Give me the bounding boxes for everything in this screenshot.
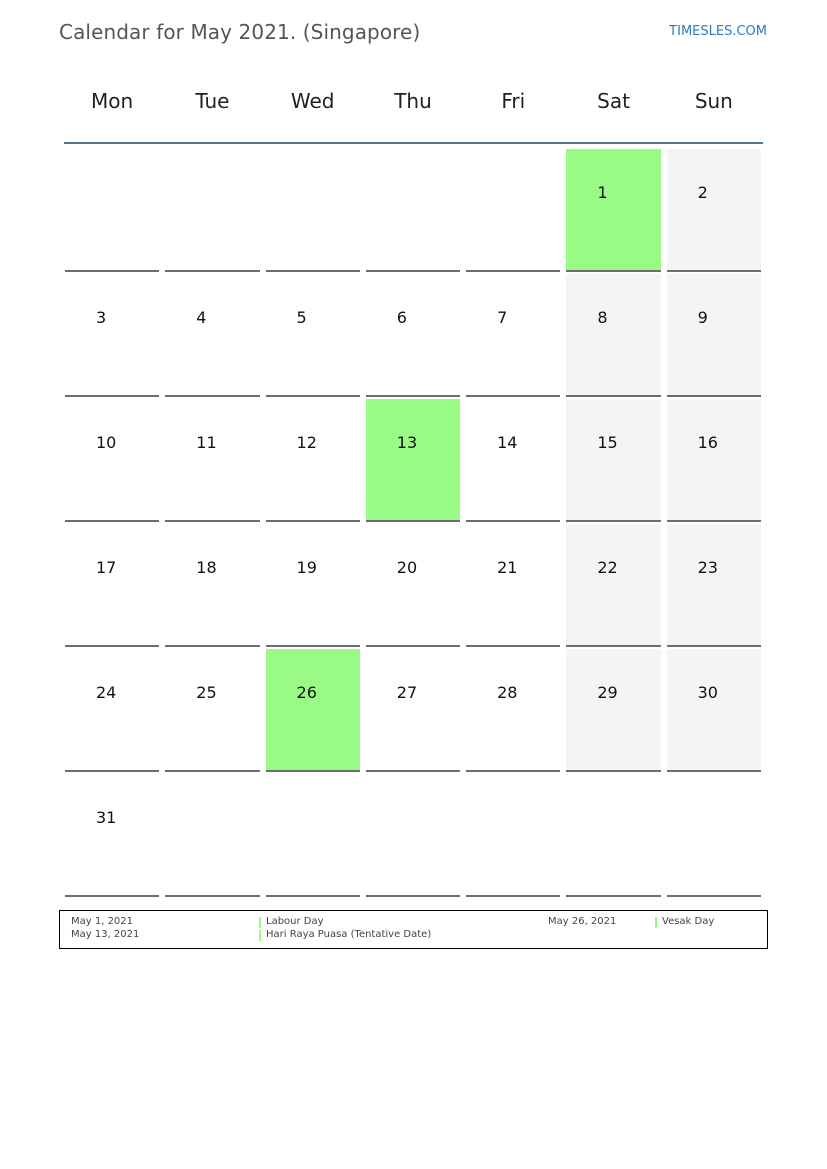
- legend-name-vesak: [655, 916, 714, 927]
- empty-day-cell: [463, 772, 563, 897]
- day-number: 31: [96, 808, 117, 827]
- day-cell-background: [65, 524, 159, 647]
- day-cell-background: [165, 774, 259, 897]
- day-cell-10[interactable]: [62, 397, 162, 522]
- day-cell-background: [266, 649, 360, 772]
- day-number: 13: [396, 433, 418, 452]
- day-cell-11[interactable]: [162, 397, 262, 522]
- day-cell-background: [566, 649, 660, 772]
- day-cell-background: [65, 649, 159, 772]
- day-cell-3[interactable]: [62, 272, 162, 397]
- calendar-grid: [62, 147, 764, 897]
- day-cell-26[interactable]: [263, 647, 363, 772]
- header-divider: [64, 142, 763, 144]
- weekday-thu: Thu: [394, 89, 432, 113]
- day-cell-background: [266, 774, 360, 897]
- day-cell-background: [266, 399, 360, 522]
- day-cell-7[interactable]: [463, 272, 563, 397]
- legend-date-hari-raya: May 13, 2021: [71, 929, 140, 940]
- day-cell-background: [366, 274, 460, 397]
- day-cell-17[interactable]: [62, 522, 162, 647]
- empty-day-cell: [263, 772, 363, 897]
- day-cell-13[interactable]: [363, 397, 463, 522]
- day-cell-background: [366, 774, 460, 897]
- legend-holiday-marker: [259, 917, 261, 928]
- day-cell-underline: [366, 895, 460, 897]
- day-number: 2: [697, 183, 708, 202]
- day-cell-underline: [266, 895, 360, 897]
- day-number: 17: [96, 558, 117, 577]
- empty-day-cell: [563, 772, 663, 897]
- day-number: 27: [396, 683, 418, 702]
- day-cell-background: [466, 774, 560, 897]
- day-cell-30[interactable]: [664, 647, 764, 772]
- weekday-header: [62, 80, 764, 142]
- day-cell-background: [165, 399, 259, 522]
- site-link[interactable]: TIMESLES.COM: [669, 24, 767, 39]
- day-cell-background: [566, 274, 660, 397]
- day-number: 3: [96, 308, 107, 327]
- day-cell-22[interactable]: [563, 522, 663, 647]
- day-number: 8: [597, 308, 608, 327]
- day-cell-21[interactable]: [463, 522, 563, 647]
- day-cell-background: [667, 274, 761, 397]
- day-number: 6: [396, 308, 407, 327]
- day-cell-23[interactable]: [664, 522, 764, 647]
- day-cell-5[interactable]: [263, 272, 363, 397]
- day-number: 30: [697, 683, 718, 702]
- day-cell-background: [566, 774, 660, 897]
- day-number: 19: [296, 558, 317, 577]
- weekday-tue: Tue: [195, 89, 230, 113]
- day-cell-1[interactable]: [563, 147, 663, 272]
- empty-day-cell: [162, 147, 262, 272]
- day-cell-background: [667, 524, 761, 647]
- day-cell-25[interactable]: [162, 647, 262, 772]
- day-number: 22: [597, 558, 618, 577]
- legend-label: Vesak Day: [662, 916, 715, 927]
- day-number: 1: [597, 183, 608, 202]
- day-cell-background: [466, 274, 560, 397]
- day-cell-background: [165, 524, 259, 647]
- day-number: 7: [497, 308, 508, 327]
- legend-name-hari-raya: [259, 929, 431, 940]
- day-cell-2[interactable]: [664, 147, 764, 272]
- day-cell-background: [266, 524, 360, 647]
- day-cell-underline: [165, 895, 259, 897]
- empty-day-cell: [363, 147, 463, 272]
- day-number: 10: [96, 433, 117, 452]
- day-cell-background: [566, 399, 660, 522]
- day-cell-15[interactable]: [563, 397, 663, 522]
- day-cell-28[interactable]: [463, 647, 563, 772]
- day-cell-27[interactable]: [363, 647, 463, 772]
- day-cell-20[interactable]: [363, 522, 463, 647]
- day-number: 14: [497, 433, 518, 452]
- legend-holiday-marker: [655, 917, 657, 928]
- day-number: 20: [396, 558, 418, 577]
- day-cell-background: [566, 524, 660, 647]
- empty-day-cell: [62, 147, 162, 272]
- day-number: 12: [296, 433, 317, 452]
- day-cell-31[interactable]: [62, 772, 162, 897]
- empty-day-cell: [664, 772, 764, 897]
- day-cell-9[interactable]: [664, 272, 764, 397]
- day-cell-background: [65, 149, 159, 272]
- day-cell-underline: [466, 895, 560, 897]
- day-cell-background: [266, 274, 360, 397]
- day-cell-background: [165, 649, 259, 772]
- day-cell-background: [466, 149, 560, 272]
- day-cell-background: [366, 149, 460, 272]
- empty-day-cell: [363, 772, 463, 897]
- legend-name-labour-day: [259, 916, 324, 927]
- day-cell-background: [65, 774, 159, 897]
- day-number: 9: [697, 308, 708, 327]
- legend-date-labour-day: May 1, 2021: [71, 916, 134, 927]
- day-cell-background: [466, 524, 560, 647]
- legend-holiday-marker: [259, 930, 261, 941]
- day-number: 25: [196, 683, 217, 702]
- day-number: 4: [196, 308, 207, 327]
- day-cell-underline: [65, 895, 159, 897]
- day-cell-18[interactable]: [162, 522, 262, 647]
- day-number: 11: [196, 433, 217, 452]
- day-number: 26: [296, 683, 317, 702]
- day-cell-19[interactable]: [263, 522, 363, 647]
- day-cell-underline: [667, 895, 761, 897]
- day-number: 28: [497, 683, 518, 702]
- day-cell-background: [266, 149, 360, 272]
- day-cell-background: [366, 399, 460, 522]
- day-cell-8[interactable]: [563, 272, 663, 397]
- empty-day-cell: [263, 147, 363, 272]
- day-number: 16: [697, 433, 718, 452]
- day-cell-background: [165, 274, 259, 397]
- weekday-sun: Sun: [694, 89, 733, 113]
- legend-label: Labour Day: [266, 916, 324, 927]
- legend-label: Hari Raya Puasa (Tentative Date): [266, 929, 432, 940]
- empty-day-cell: [162, 772, 262, 897]
- day-number: 23: [697, 558, 718, 577]
- day-cell-background: [667, 399, 761, 522]
- empty-day-cell: [463, 147, 563, 272]
- holiday-legend: [59, 910, 768, 949]
- page-title: Calendar for May 2021. (Singapore): [59, 20, 421, 44]
- day-number: 18: [196, 558, 217, 577]
- day-cell-4[interactable]: [162, 272, 262, 397]
- day-cell-6[interactable]: [363, 272, 463, 397]
- day-number: 24: [96, 683, 117, 702]
- day-cell-underline: [566, 895, 660, 897]
- day-cell-background: [366, 524, 460, 647]
- day-cell-background: [466, 399, 560, 522]
- day-cell-12[interactable]: [263, 397, 363, 522]
- day-number: 5: [296, 308, 307, 327]
- weekday-mon: Mon: [91, 89, 134, 113]
- day-cell-16[interactable]: [664, 397, 764, 522]
- legend-date-vesak: May 26, 2021: [548, 916, 617, 927]
- weekday-sat: Sat: [597, 89, 630, 113]
- day-number: 29: [597, 683, 618, 702]
- day-cell-background: [65, 399, 159, 522]
- weekday-wed: Wed: [290, 89, 335, 113]
- day-cell-background: [165, 149, 259, 272]
- day-cell-29[interactable]: [563, 647, 663, 772]
- day-number: 15: [597, 433, 618, 452]
- day-cell-background: [667, 649, 761, 772]
- weekday-fri: Fri: [501, 89, 526, 113]
- day-cell-background: [366, 649, 460, 772]
- day-cell-background: [566, 149, 660, 272]
- day-number: 21: [497, 558, 518, 577]
- day-cell-background: [466, 649, 560, 772]
- day-cell-14[interactable]: [463, 397, 563, 522]
- day-cell-background: [667, 774, 761, 897]
- day-cell-background: [667, 149, 761, 272]
- day-cell-24[interactable]: [62, 647, 162, 772]
- day-cell-background: [65, 274, 159, 397]
